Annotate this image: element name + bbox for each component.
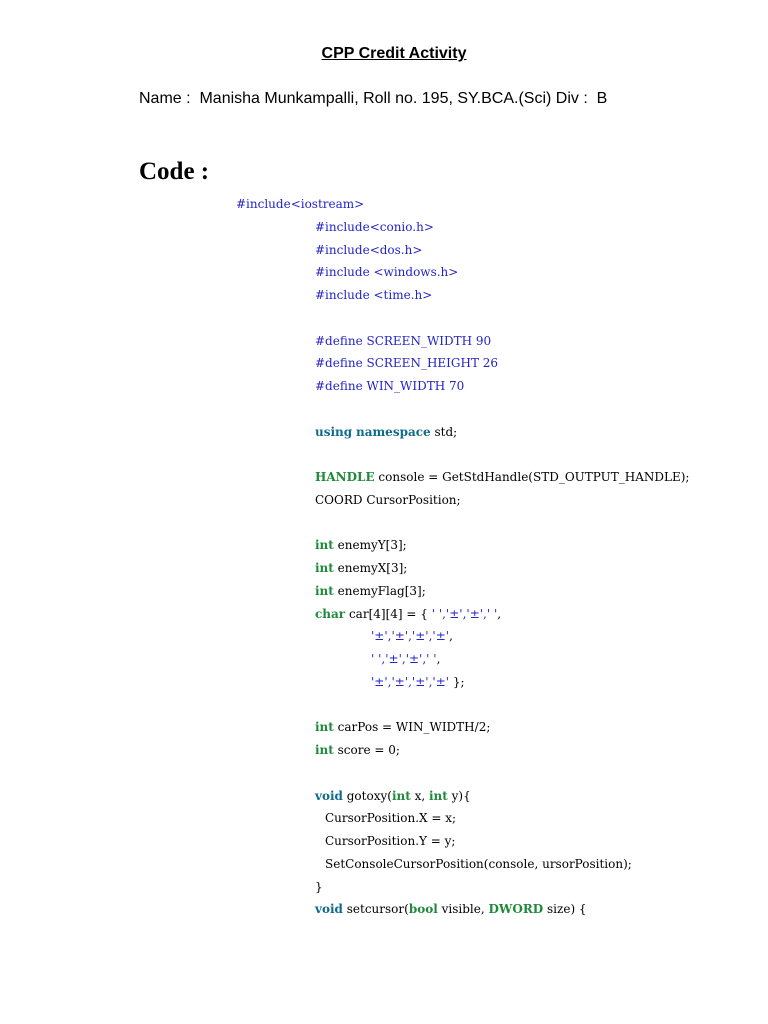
code-token: carPos = WIN_WIDTH/2;	[333, 720, 491, 735]
code-token: #include<dos.h>	[315, 242, 423, 257]
code-line	[371, 649, 440, 669]
code-line	[315, 422, 457, 442]
code-token: ' ','±','±',' '	[371, 652, 437, 666]
code-token: CursorPosition.Y = y;	[325, 834, 456, 848]
code-token: '±','±','±','±'	[371, 674, 450, 689]
code-token: int	[428, 788, 448, 803]
code-token: #define SCREEN_HEIGHT 26	[315, 356, 499, 371]
code-token: int	[391, 788, 411, 803]
code-line	[371, 672, 465, 692]
code-token: '±','±','±','±'	[371, 629, 450, 644]
code-token: void	[315, 902, 343, 917]
code-token: console = GetStdHandle(STD_OUTPUT_HANDLE);	[374, 470, 690, 484]
code-token: car[4][4] = {	[345, 606, 432, 621]
code-token: int	[315, 538, 334, 553]
code-line	[315, 604, 501, 624]
code-token: visible,	[437, 902, 489, 917]
code-line	[315, 717, 490, 737]
code-token: std;	[430, 424, 458, 439]
code-token: ,	[436, 652, 441, 666]
code-line	[315, 558, 407, 578]
student-info-line: Name : Manisha Munkampalli, Roll no. 195, SY.BCA.(Sci) Div : B	[139, 90, 608, 107]
code-token: SetConsoleCursorPosition(console, ursorPosition);	[325, 856, 632, 871]
code-line	[315, 285, 432, 305]
code-token: }	[315, 879, 323, 894]
code-token: #include <time.h>	[315, 288, 433, 302]
code-line	[315, 490, 461, 510]
code-token: };	[449, 674, 465, 689]
code-line	[315, 581, 426, 601]
code-token: int	[315, 720, 334, 735]
code-token: DWORD	[488, 902, 544, 917]
code-line	[315, 740, 400, 760]
code-line	[371, 626, 453, 646]
code-token: #define WIN_WIDTH 70	[315, 379, 465, 393]
code-line	[236, 194, 364, 214]
code-line	[315, 899, 587, 919]
document-title: CPP Credit Activity	[321, 45, 467, 62]
code-token: COORD CursorPosition;	[315, 492, 461, 507]
code-line	[315, 877, 323, 897]
code-line	[315, 240, 422, 260]
code-line	[315, 467, 689, 487]
code-line	[325, 854, 632, 874]
code-token: ,	[497, 606, 502, 621]
code-token: #define SCREEN_WIDTH 90	[315, 333, 492, 348]
code-token: using	[315, 424, 353, 439]
code-token: #include<iostream>	[236, 197, 365, 211]
code-line	[315, 786, 471, 806]
code-token: ,	[449, 629, 453, 644]
code-token: gotoxy(	[342, 788, 392, 803]
code-line	[325, 808, 456, 828]
code-line	[315, 535, 407, 555]
code-token: int	[315, 583, 334, 598]
code-token: namespace	[355, 424, 431, 439]
code-token: size) {	[543, 902, 587, 917]
code-token: setcursor(	[342, 902, 409, 917]
code-token: CursorPosition.X = x;	[325, 811, 457, 826]
code-token: void	[315, 788, 343, 803]
code-token: #include <windows.h>	[315, 265, 459, 280]
code-token: enemyX[3];	[333, 561, 408, 575]
code-line	[315, 331, 491, 351]
code-token: x,	[410, 788, 429, 803]
code-token: y){	[447, 788, 471, 803]
code-token: score = 0;	[333, 743, 400, 757]
code-token: ' ','±','±',' '	[431, 606, 498, 621]
code-line	[315, 353, 498, 373]
code-token: enemyY[3];	[333, 538, 407, 553]
code-line	[315, 262, 458, 282]
code-line	[315, 217, 434, 237]
code-line	[325, 831, 455, 851]
code-token: HANDLE	[315, 470, 375, 484]
code-token: int	[315, 743, 334, 757]
code-token: enemyFlag[3];	[333, 583, 426, 598]
code-token: bool	[408, 902, 438, 917]
code-token: int	[315, 561, 334, 575]
code-heading: Code :	[139, 158, 210, 185]
code-line	[315, 376, 464, 396]
code-token: char	[315, 606, 346, 621]
code-token: #include<conio.h>	[315, 219, 434, 234]
